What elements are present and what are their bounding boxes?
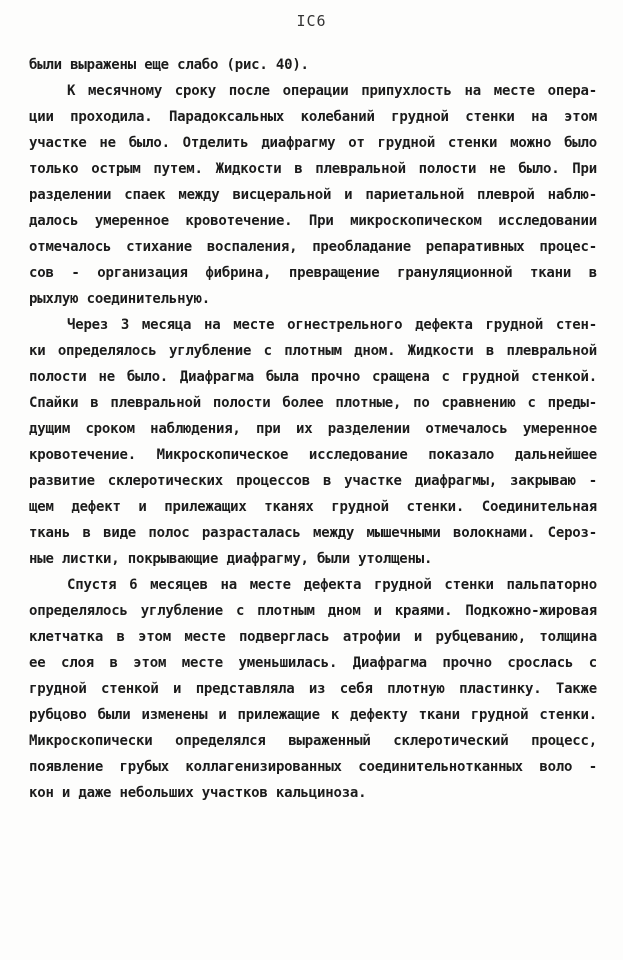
text-line: кон и даже небольших участков кальциноза.: [29, 785, 367, 801]
text-line: Через 3 месяца на месте огнестрельного дефекта грудной стен-: [67, 317, 597, 333]
text-line: К месячному сроку после операции припухлость на месте опера-: [67, 83, 597, 99]
text-line: только острым путем. Жидкости в плевральной полости не было. При: [29, 161, 597, 177]
text-line: Микроскопически определялся выраженный склеротический процесс,: [29, 733, 597, 749]
text-line: ткань в виде полос разрасталась между мышечными волокнами. Сероз-: [29, 525, 597, 541]
text-line: Спайки в плевральной полости более плотные, по сравнению с преды-: [29, 395, 597, 411]
text-line: отмечалось стихание воспаления, преобладание репаративных процес-: [29, 239, 597, 255]
text-line: развитие склеротических процессов в участке диафрагмы, закрываю -: [29, 473, 597, 489]
text-line: далось умеренное кровотечение. При микроскопическом исследовании: [29, 213, 597, 229]
text-line: ные листки, покрывающие диафрагму, были утолщены.: [29, 551, 433, 567]
text-line: разделении спаек между висцеральной и париетальной плеврой наблю-: [29, 187, 597, 203]
text-line: сов - организация фибрина, превращение грануляционной ткани в: [29, 265, 597, 281]
text-line: определялось углубление с плотным дном и краями. Подкожно-жировая: [29, 603, 597, 619]
text-line: клетчатка в этом месте подверглась атрофии и рубцеванию, толщина: [29, 629, 597, 645]
text-line: были выражены еще слабо (рис. 40).: [29, 57, 309, 73]
text-line: рубцово были изменены и прилежащие к дефекту ткани грудной стенки.: [29, 707, 597, 723]
text-line: полости не было. Диафрагма была прочно сращена с грудной стенкой.: [29, 369, 597, 385]
text-line: щем дефект и прилежащих тканях грудной стенки. Соединительная: [29, 499, 597, 515]
text-line: ции проходила. Парадоксальных колебаний грудной стенки на этом: [29, 109, 597, 125]
text-line: кровотечение. Микроскопическое исследование показало дальнейшее: [29, 447, 597, 463]
text-line: появление грубых коллагенизированных соединительнотканных воло -: [29, 759, 597, 775]
text-line: грудной стенкой и представляла из себя плотную пластинку. Также: [29, 681, 597, 697]
body-text: [29, 52, 597, 806]
text-line: ее слоя в этом месте уменьшилась. Диафрагма прочно срослась с: [29, 655, 597, 671]
text-line: Спустя 6 месяцев на месте дефекта грудной стенки пальпаторно: [67, 577, 597, 593]
text-line: участке не было. Отделить диафрагму от грудной стенки можно было: [29, 135, 597, 151]
text-line: дущим сроком наблюдения, при их разделении отмечалось умеренное: [29, 421, 597, 437]
page-number: IC6: [296, 12, 327, 30]
text-line: рыхлую соединительную.: [29, 291, 211, 307]
text-line: ки определялось углубление с плотным дном. Жидкости в плевральной: [29, 343, 597, 359]
